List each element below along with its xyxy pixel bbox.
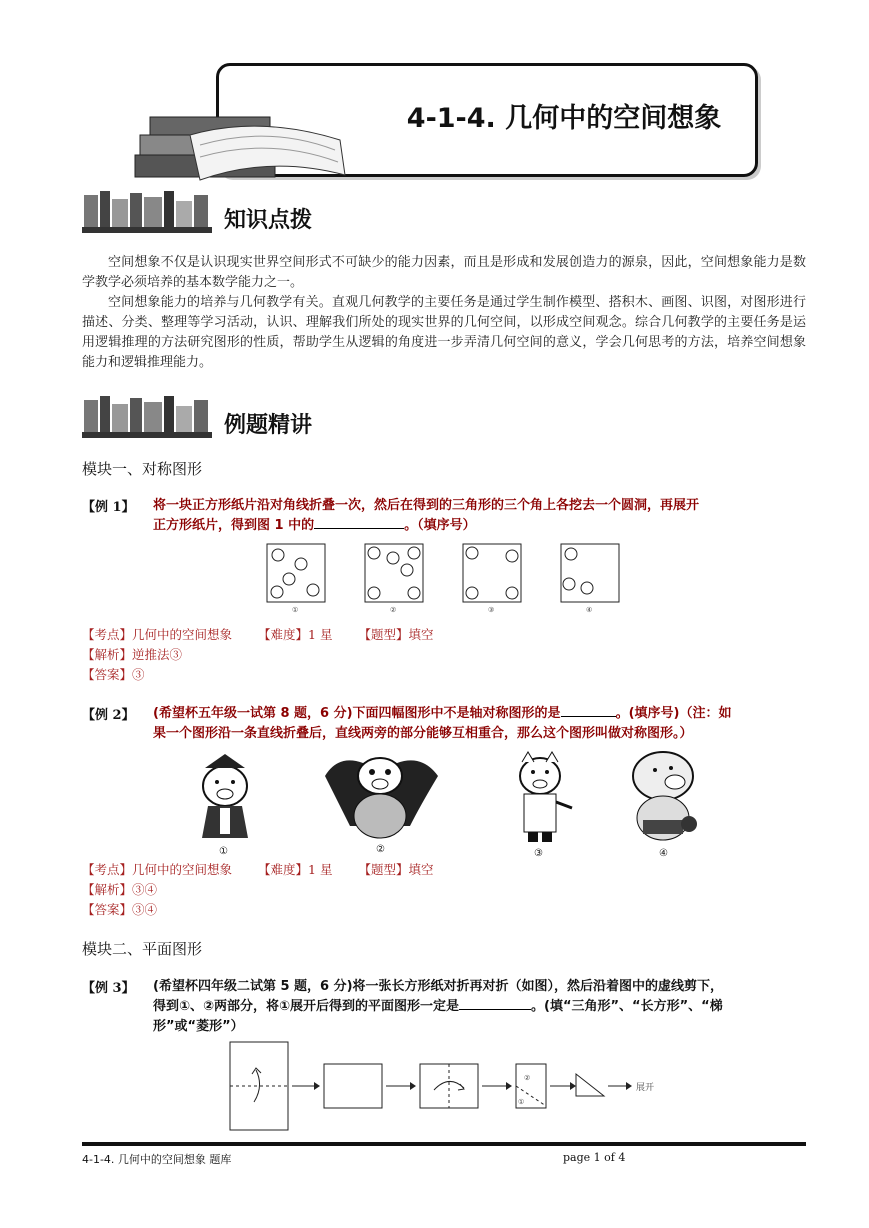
- unfold-label: 展开: [636, 1083, 655, 1093]
- example-tag: 【例 3】: [82, 981, 135, 996]
- footer-rule: [82, 1142, 806, 1146]
- example-2-line-2: 果一个图形沿一条直线折叠后，直线两旁的部分能够互相重合，那么这个图形叫做对称图形。）: [153, 726, 693, 741]
- figure-label: ①: [292, 606, 299, 614]
- page-title: 4-1-4. 几何中的空间想象: [406, 103, 722, 134]
- example-tag: 【例 2】: [82, 708, 135, 723]
- figure-2-square: [365, 544, 423, 602]
- example-2-line-1: (希望杯五年级一试第 8 题，6 分)下面四幅图形中不是轴对称图形的是 。(填序号)（注：如: [153, 706, 732, 721]
- fold-mark: ②: [524, 1074, 531, 1082]
- fold-mark: ①: [518, 1098, 525, 1106]
- section-title-examples: 例题精讲: [224, 413, 313, 438]
- figure-1-square: [267, 544, 325, 602]
- example-2-answer: 【答案】③④: [82, 902, 158, 917]
- footer-title: 4-1-4. 几何中的空间想象 题库: [82, 1153, 232, 1166]
- example-1-figures: [265, 542, 625, 617]
- pig-figure-3: [520, 752, 572, 842]
- figure-label: ④: [659, 848, 668, 859]
- module-heading-1: 模块一、对称图形: [82, 460, 203, 478]
- example-3-line-3: 形”或“菱形”）: [153, 1019, 244, 1034]
- figure-3-square: [463, 544, 521, 602]
- pig-figure-1: [202, 754, 248, 838]
- figure-label: ④: [586, 606, 593, 614]
- example-1-line-1: 将一块正方形纸片沿对角线折叠一次，然后在得到的三角形的三个角上各挖去一个圆洞，再展开: [153, 498, 700, 513]
- pig-figure-4: [633, 752, 697, 840]
- section-title-knowledge: 知识点拨: [224, 208, 313, 233]
- page-number: page 1 of 4: [563, 1151, 626, 1164]
- figure-label: ②: [376, 844, 385, 855]
- section-bookshelf-icon: [82, 187, 214, 235]
- example-3-line-1: (希望杯四年级二试第 5 题，6 分)将一张长方形纸对折再对折（如图），然后沿着图中的虚线剪下，: [153, 979, 724, 994]
- example-1-answer: 【答案】③: [82, 667, 145, 682]
- module-heading-2: 模块二、平面图形: [82, 940, 203, 958]
- example-tag: 【例 1】: [82, 500, 135, 515]
- figure-label: ②: [390, 606, 397, 614]
- pig-figure-2: [325, 758, 438, 838]
- example-2-meta: 【考点】几何中的空间想象 【难度】1 星 【题型】填空: [82, 862, 434, 877]
- example-2-analysis: 【解析】③④: [82, 882, 158, 897]
- figure-label: ①: [219, 846, 228, 857]
- figure-label: ③: [488, 606, 495, 614]
- section-bookshelf-icon: [82, 392, 214, 440]
- example-2-pig-figures: [190, 746, 700, 861]
- figure-label: ③: [534, 848, 543, 859]
- example-1-meta: 【考点】几何中的空间想象 【难度】1 星 【题型】填空: [82, 627, 434, 642]
- figure-4-square: [561, 544, 619, 602]
- paragraph-2: 空间想象能力的培养与几何教学有关。直观几何教学的主要任务是通过学生制作模型、搭积木、画图、识图，对图形进行描述、分类、整理等学习活动，认识、理解我们所处的现实世界的几何空间，以形成空间观念。综合几何教学的主要任务是运用逻辑推理的方法研究图形的性质，帮助学生从逻辑的角度进一步弄清几何空间的意义，学会几何思考的方法，培养空间想象能力和逻辑推理能力。: [82, 295, 806, 370]
- example-1-analysis: 【解析】逆推法③: [82, 647, 183, 662]
- paragraph-1: 空间想象不仅是认识现实世界空间形式不可缺少的能力因素，而且是形成和发展创造力的源泉，因此，空间想象能力是数学教学必须培养的基本数学能力之一。: [82, 255, 806, 290]
- example-3-folding-diagram: [228, 1040, 678, 1135]
- example-3-line-2: 得到①、②两部分，将①展开后得到的平面图形一定是 。(填“三角形”、“长方形”、“梯: [153, 999, 723, 1014]
- example-1-line-2: 正方形纸片，得到图 1 中的 。（填序号）: [153, 518, 476, 533]
